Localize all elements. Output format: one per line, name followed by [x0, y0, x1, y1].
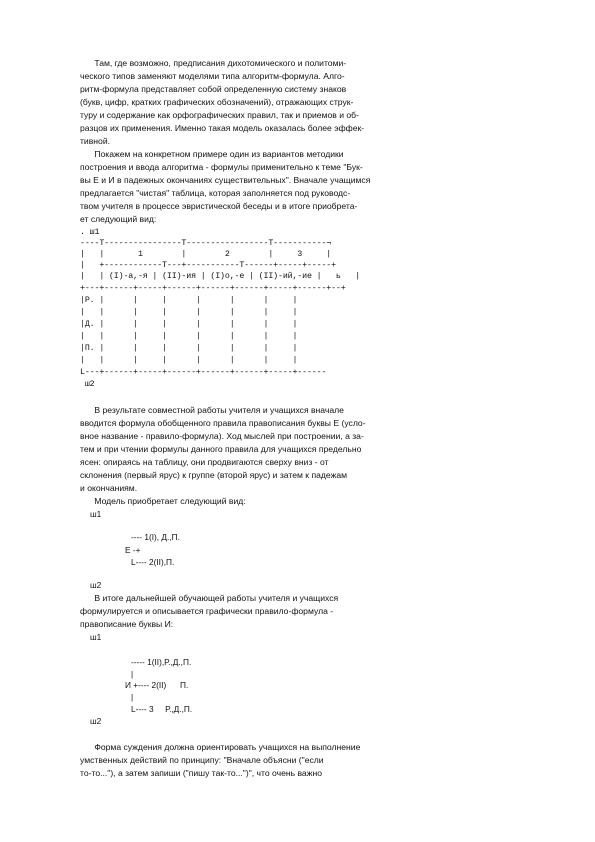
table-row-p: |П. | | | | | | |: [80, 344, 298, 353]
formula-e-line-2: Е -+: [125, 545, 141, 555]
formula-i-line-2: |: [131, 669, 134, 679]
paragraph-4-line-2: формулируется и описывается графически правило-формула -: [80, 606, 334, 616]
paragraph-3-line-1: В результате совместной работы учителя и учащихся вначале: [80, 405, 344, 415]
formula-i-marker-bottom: ш2: [90, 716, 102, 726]
table-row-p-blank: | | | | | | | |: [80, 356, 298, 365]
table-header-row-2: | | (I)-а,-я | (II)-ия | (I)о,-е | (II)-ий,-ие | ь |: [80, 272, 361, 281]
table-top-border: ----T----------------T-----------------T-----------¬: [80, 239, 332, 248]
table-row-r-blank: | | | | | | | |: [80, 308, 298, 317]
paragraph-3-line-8: Модель приобретает следующий вид:: [80, 496, 246, 506]
formula-e-line-1: ---- 1(I), Д.,П.: [131, 532, 180, 542]
paragraph-2-line-2: построения и ввода алгоритма - формулы применительно к теме "Бук-: [80, 162, 363, 172]
formula-i-line-3: И +---- 2(II) П.: [125, 680, 189, 690]
paragraph-1-line-4: (букв, цифр, кратких графических обозначений), отражающих струк-: [80, 97, 354, 107]
paragraph-3-line-7: и окончаниям.: [80, 483, 138, 493]
paragraph-1-line-2: ческого типов заменяют моделями типа алгоритм-формула. Алго-: [80, 71, 345, 81]
paragraph-5-line-3: то-то..."), а затем запиши ("пишу так-то...")", что очень важно: [80, 768, 322, 778]
paragraph-5-line-1: Форма суждения должна ориентировать учащихся на выполнение: [80, 742, 361, 752]
paragraph-2-line-5: твом учителя в процессе эвристической беседы и в итоге приобрета-: [80, 201, 358, 211]
paragraph-3-line-2: вводится формула обобщенного правила правописания буквы Е (усло-: [80, 418, 366, 428]
formula-i-line-5: L---- 3 Р.,Д.,П.: [131, 704, 193, 714]
paragraph-2-line-4: предлагается "чистая" таблица, которая заполняется под руководс-: [80, 188, 351, 198]
table-bottom-border: L---+------+-----+------+------+------+-----+------: [80, 368, 327, 377]
formula-i-line-1: ----- 1(II),Р.,Д.,П.: [131, 657, 192, 667]
paragraph-2-line-1: Покажем на конкретном примере один из вариантов методики: [80, 149, 344, 159]
paragraph-1-line-7: тивной.: [80, 136, 111, 146]
formula-i-line-4: |: [131, 692, 134, 702]
table-marker-top: . ш1: [80, 228, 100, 237]
formula-i-marker-top: ш1: [90, 632, 102, 642]
paragraph-3-line-4: тем и при чтении формулы данного правила для учащихся предельно: [80, 444, 362, 454]
formula-e-line-3: L---- 2(II),П.: [131, 557, 175, 567]
formula-e-marker-top: ш1: [90, 509, 102, 519]
paragraph-3-line-5: ясен: опираясь на таблицу, они продвигаются сверху вниз - от: [80, 457, 329, 467]
table-row-r: |Р. | | | | | | |: [80, 296, 298, 305]
table-body-divider: +---+------+-----+------+------+------+-----+------+--+: [80, 284, 346, 293]
table-row-d-blank: | | | | | | | |: [80, 332, 298, 341]
paragraph-1-line-6: разцов их применения. Именно такая модель оказалась более эффек-: [80, 123, 365, 133]
paragraph-2-line-6: ет следующий вид:: [80, 214, 157, 224]
paragraph-1-line-1: Там, где возможно, предписания дихотомического и политоми-: [80, 58, 347, 68]
paragraph-1-line-5: туру и содержание как орфографических правил, так и приемов и об-: [80, 110, 359, 120]
formula-e-marker-bottom: ш2: [90, 580, 102, 590]
table-header-divider: | +------------T---+-----------T------+-----+-----+: [80, 261, 336, 270]
paragraph-3-line-3: вное название - правило-формула). Ход мыслей при построении, а за-: [80, 431, 364, 441]
table-row-d: |Д. | | | | | | |: [80, 320, 298, 329]
paragraph-5-line-2: умственных действий по принципу: "Вначале объясни ("если: [80, 755, 324, 765]
paragraph-4-line-3: правописание буквы И:: [80, 619, 174, 629]
paragraph-4-line-1: В итоге дальнейшей обучающей работы учителя и учащихся: [80, 593, 339, 603]
paragraph-1-line-3: ритм-формула представляет собой определенную систему знаков: [80, 84, 347, 94]
table-marker-bottom: ш2: [80, 380, 95, 389]
table-header-row-1: | | 1 | 2 | 3 |: [80, 250, 332, 259]
paragraph-2-line-3: вы Е и И в падежных окончаниях существительных". Вначале учащимся: [80, 175, 371, 185]
paragraph-3-line-6: склонения (первый ярус) к группе (второй ярус) и затем к падежам: [80, 470, 348, 480]
